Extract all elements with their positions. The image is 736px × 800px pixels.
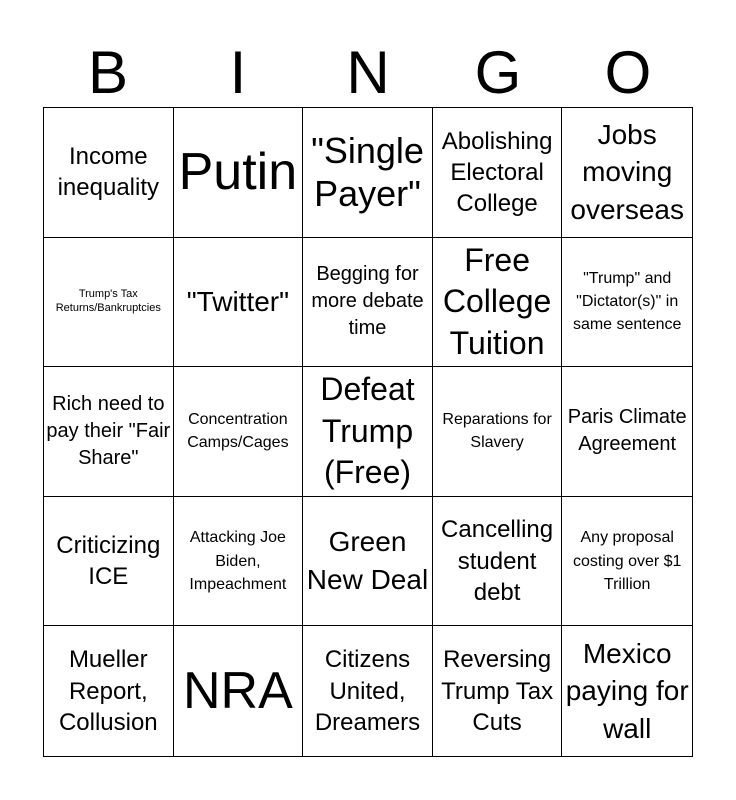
- bingo-cell-label: Jobs moving overseas: [570, 118, 684, 226]
- bingo-cell[interactable]: [303, 367, 433, 497]
- bingo-cell-label: "Trump" and "Dictator(s)" in same sentence: [572, 270, 682, 334]
- bingo-cell-label: Mueller Report, Collusion: [58, 646, 158, 736]
- bingo-board: [43, 107, 693, 757]
- bingo-cell-label: Paris Climate Agreement: [567, 406, 687, 456]
- bingo-cell[interactable]: [174, 626, 304, 756]
- bingo-cell[interactable]: [562, 497, 692, 627]
- bingo-cell-label: Begging for more debate time: [311, 263, 424, 340]
- bingo-cell-label: "Twitter": [186, 285, 290, 317]
- bingo-cell-label: Concentration Camps/Cages: [187, 411, 289, 452]
- bingo-cell[interactable]: [433, 108, 563, 238]
- bingo-cell[interactable]: [433, 626, 563, 756]
- bingo-cell[interactable]: [174, 497, 304, 627]
- bingo-cell-label: Any proposal costing over $1 Trillion: [572, 529, 682, 593]
- bingo-cell-label: Rich need to pay their "Fair Share": [46, 392, 171, 469]
- header-letter-i: I: [229, 39, 247, 106]
- bingo-cell-label: Green New Deal: [306, 526, 429, 596]
- bingo-cell[interactable]: [174, 367, 304, 497]
- bingo-cell-label: Abolishing Electoral College: [441, 127, 553, 217]
- bingo-cell-label: Attacking Joe Biden, Impeachment: [189, 529, 287, 593]
- bingo-cell-label: Reversing Trump Tax Cuts: [441, 646, 554, 736]
- bingo-cell-label: Free College Tuition: [442, 241, 552, 361]
- bingo-cell[interactable]: [44, 108, 174, 238]
- bingo-cell[interactable]: [562, 108, 692, 238]
- bingo-cell[interactable]: [433, 497, 563, 627]
- bingo-cell-label: Trump's Tax Returns/Bankruptcies: [55, 288, 161, 314]
- bingo-cell[interactable]: [562, 238, 692, 368]
- bingo-cell[interactable]: [44, 238, 174, 368]
- header-letter-o: O: [604, 39, 652, 106]
- bingo-cell[interactable]: [303, 238, 433, 368]
- bingo-cell[interactable]: [174, 108, 304, 238]
- bingo-cell[interactable]: [562, 367, 692, 497]
- bingo-cell-label: Putin: [178, 142, 298, 201]
- header-letter-b: B: [87, 39, 129, 106]
- bingo-cell-label: Cancelling student debt: [441, 516, 554, 606]
- bingo-cell[interactable]: [303, 626, 433, 756]
- bingo-header: [43, 40, 693, 106]
- bingo-cell[interactable]: [303, 108, 433, 238]
- bingo-cell-label: Reparations for Slavery: [442, 411, 552, 452]
- bingo-cell-label: Income inequality: [57, 143, 159, 202]
- bingo-cell-label: Mexico paying for wall: [565, 637, 689, 745]
- bingo-cell-label: Defeat Trump (Free): [320, 371, 415, 491]
- bingo-cell[interactable]: [303, 497, 433, 627]
- bingo-cell-label: Criticizing ICE: [56, 531, 161, 591]
- bingo-cell[interactable]: [433, 238, 563, 368]
- bingo-cell[interactable]: [433, 367, 563, 497]
- bingo-cell[interactable]: [44, 367, 174, 497]
- bingo-cell-label: Citizens United, Dreamers: [314, 646, 421, 736]
- bingo-cell[interactable]: [174, 238, 304, 368]
- header-letter-g: G: [474, 39, 522, 106]
- bingo-cell-label: "Single Payer": [311, 130, 424, 215]
- bingo-cell[interactable]: [562, 626, 692, 756]
- bingo-cell-label: NRA: [182, 661, 293, 720]
- bingo-cell[interactable]: [44, 497, 174, 627]
- bingo-cell[interactable]: [44, 626, 174, 756]
- header-letter-n: N: [346, 39, 390, 106]
